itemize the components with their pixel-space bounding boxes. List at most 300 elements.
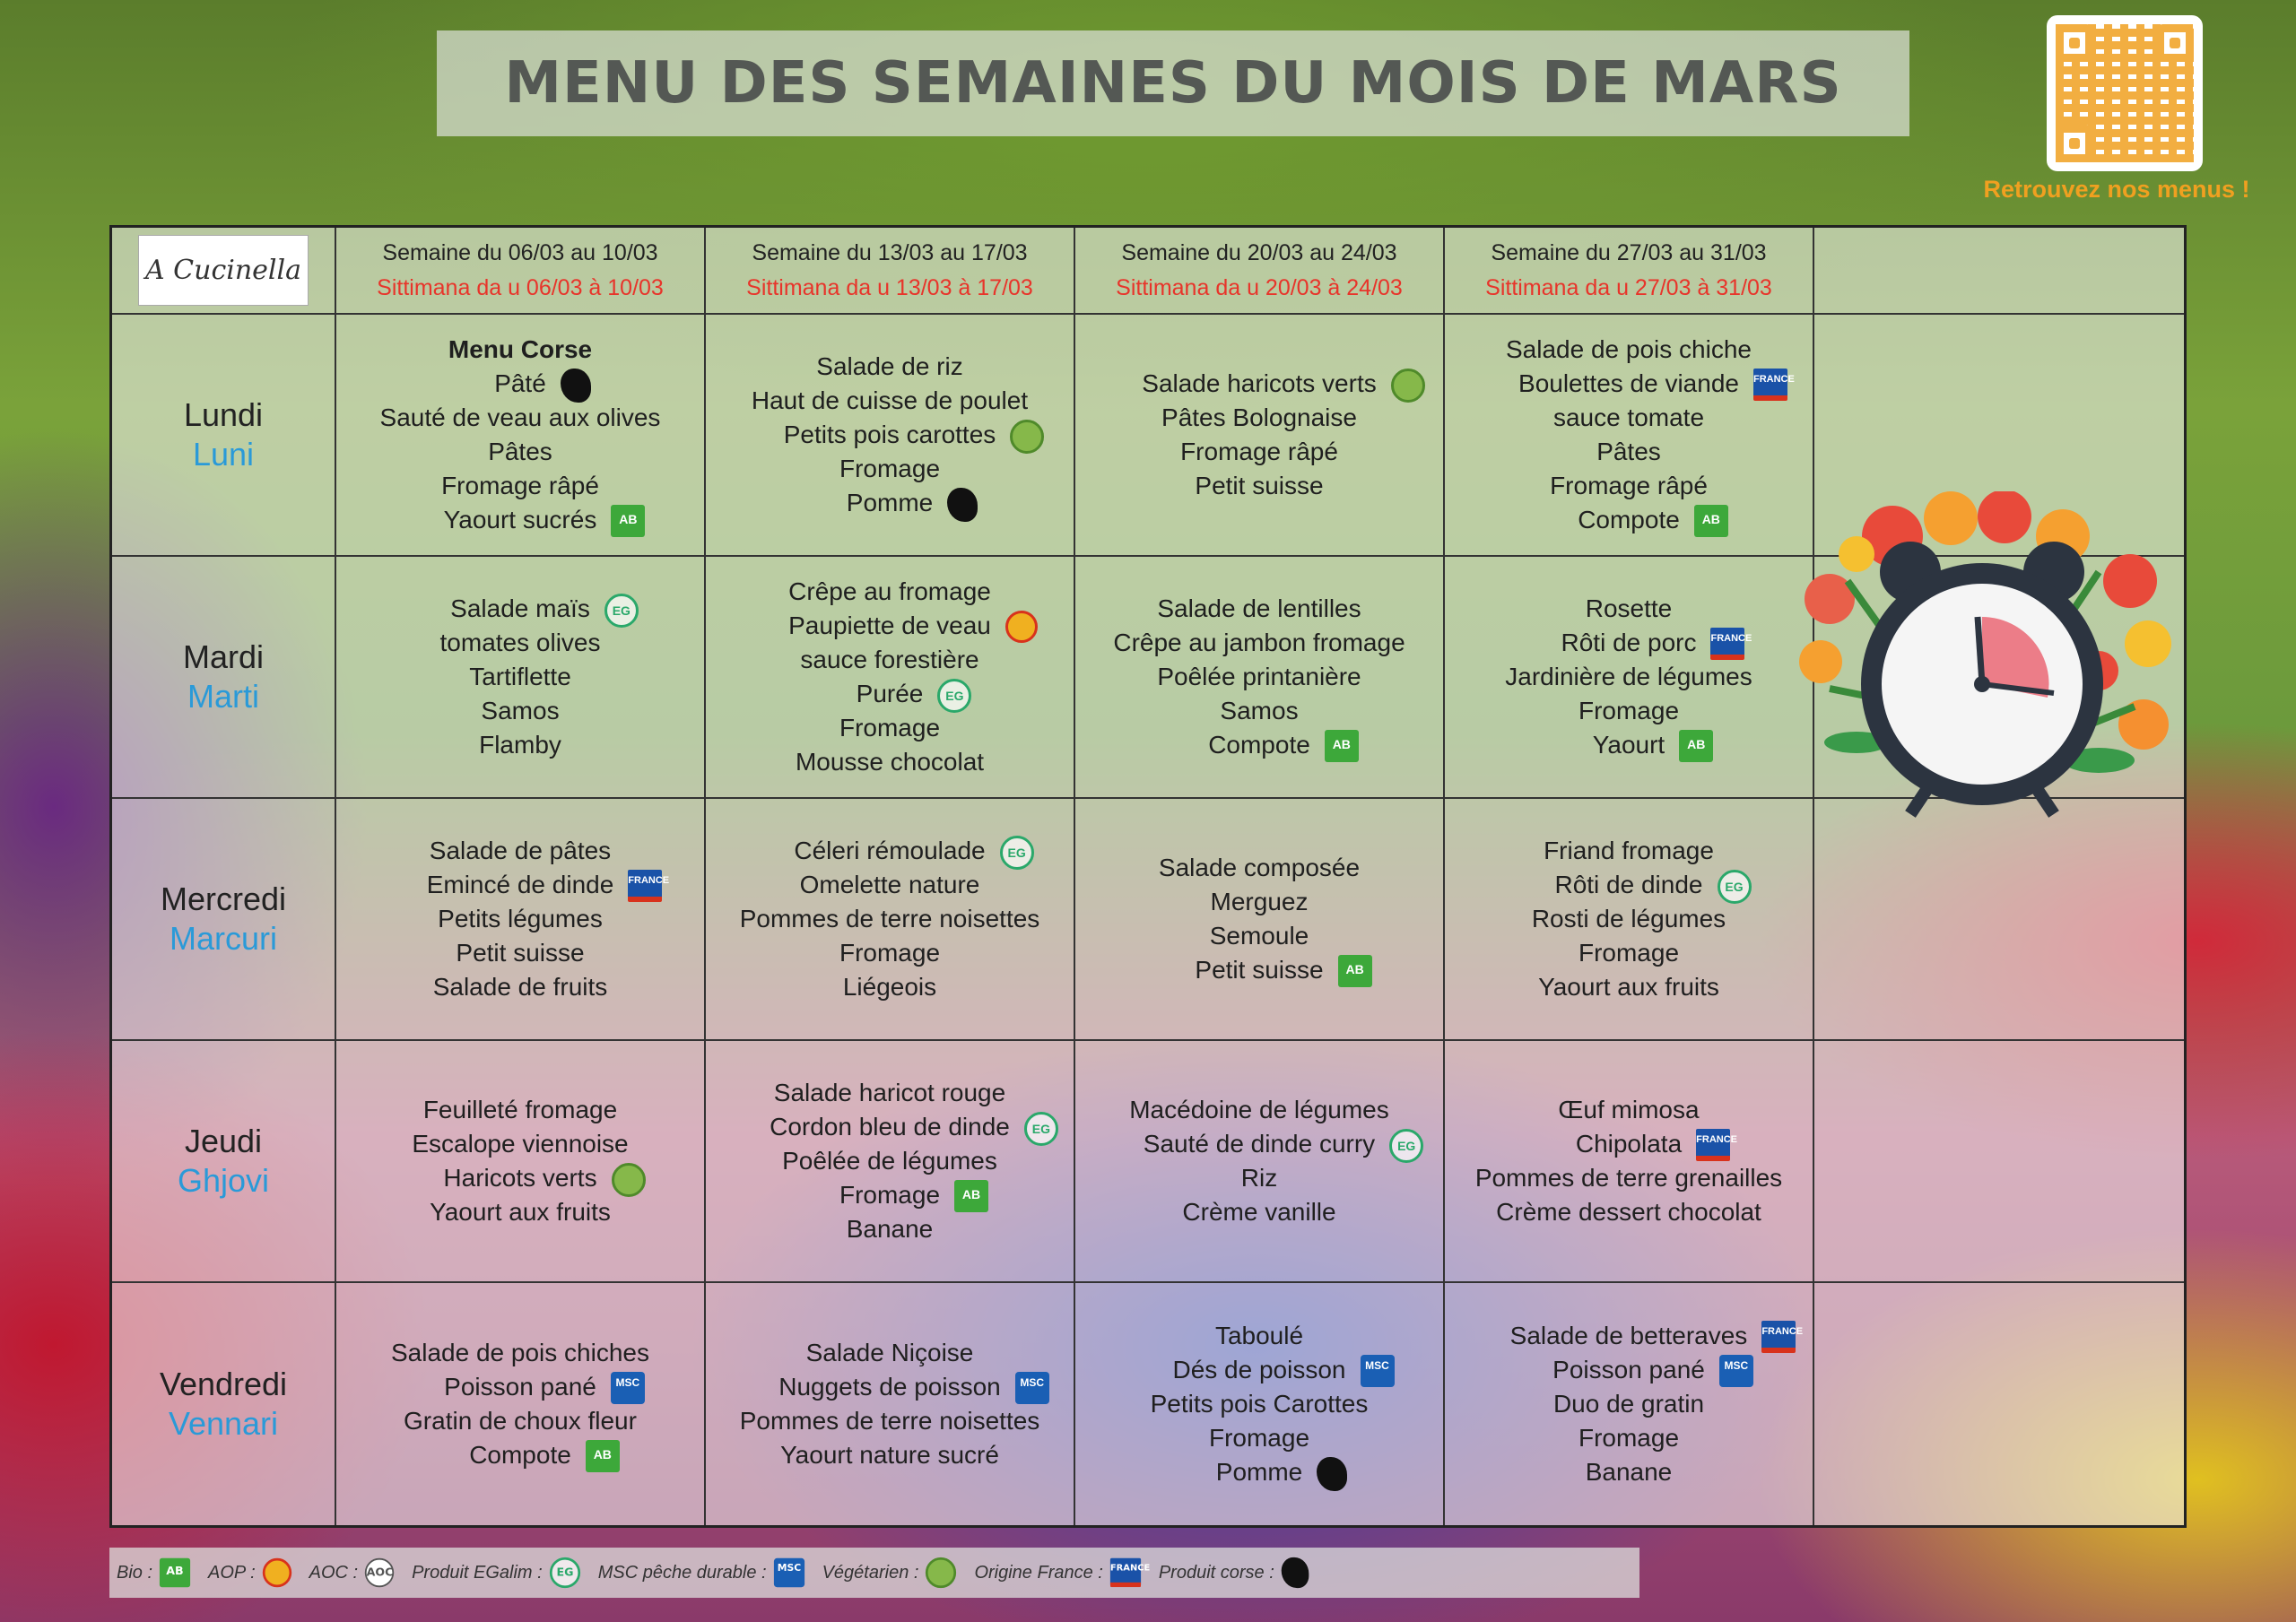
dish-item bbox=[1172, 1353, 1389, 1387]
dish-name: Pommes de terre noisettes bbox=[739, 1407, 1040, 1435]
alarm-clock-icon bbox=[1794, 491, 2179, 823]
dish-item bbox=[440, 626, 601, 660]
dish-item bbox=[1544, 834, 1714, 868]
legend-label: Produit EGalim : bbox=[412, 1562, 543, 1583]
dish-name: Salade de lentilles bbox=[1157, 594, 1361, 622]
dish-name: Pomme bbox=[846, 489, 934, 516]
dish-item bbox=[433, 970, 608, 1004]
dish-item bbox=[1553, 1387, 1704, 1421]
menu-cell bbox=[1445, 1283, 1814, 1525]
corsica-map-icon bbox=[947, 488, 978, 522]
dish-item bbox=[1550, 469, 1708, 503]
day-name-fr: Lundi bbox=[183, 396, 264, 433]
dish-item bbox=[1554, 868, 1744, 902]
dish-item bbox=[1195, 469, 1323, 503]
dish-item bbox=[488, 435, 552, 469]
qr-code[interactable] bbox=[2047, 15, 2203, 171]
dish-name: Poisson pané bbox=[1552, 1356, 1705, 1383]
dish-name: Crème vanille bbox=[1182, 1198, 1336, 1226]
legend-label: Origine France : bbox=[974, 1562, 1103, 1583]
week-label-fr: Semaine du 20/03 au 24/03 bbox=[1121, 239, 1397, 265]
bio-label-icon: AB bbox=[954, 1180, 988, 1212]
corsica-map-icon bbox=[561, 369, 591, 403]
dish-item bbox=[1505, 660, 1752, 694]
dish-name: Pâté bbox=[494, 369, 546, 397]
dish-name: Salade composée bbox=[1158, 854, 1361, 881]
dish-name: Haut de cuisse de poulet bbox=[751, 386, 1029, 414]
dish-item bbox=[1578, 503, 1720, 537]
dish-name: Jardinière de légumes bbox=[1505, 663, 1752, 690]
dish-item bbox=[1113, 626, 1405, 660]
dish-item bbox=[479, 728, 561, 762]
bio-label-icon: AB bbox=[1325, 730, 1359, 762]
dish-item bbox=[430, 834, 611, 868]
egalim-label-icon: EG bbox=[1718, 870, 1752, 904]
menu-cell bbox=[706, 315, 1075, 557]
empty-cell bbox=[1814, 799, 2184, 1041]
logo-cell bbox=[112, 228, 336, 315]
dish-item bbox=[1211, 885, 1309, 919]
msc-label-icon: MSC bbox=[773, 1558, 804, 1587]
dish-name: Salade de pâtes bbox=[429, 837, 612, 864]
qr-corner-icon bbox=[2056, 24, 2093, 62]
dish-name: Rôti de porc bbox=[1561, 629, 1697, 656]
dish-item bbox=[839, 711, 940, 745]
dish-item bbox=[423, 1093, 617, 1127]
origine-france-icon: FRANCE bbox=[628, 870, 662, 902]
dish-name: Salade Niçoise bbox=[805, 1339, 974, 1366]
qr-corner-icon bbox=[2156, 24, 2194, 62]
menu-cell bbox=[706, 799, 1075, 1041]
week-header bbox=[1445, 228, 1814, 315]
dish-name: Poêlée de légumes bbox=[782, 1147, 997, 1175]
menu-cell bbox=[1075, 1283, 1445, 1525]
dish-name: Macédoine de légumes bbox=[1129, 1096, 1389, 1123]
dish-item bbox=[782, 1144, 997, 1178]
week-label-corse: Sittimana da u 06/03 à 10/03 bbox=[377, 274, 664, 300]
dish-item bbox=[1553, 401, 1704, 435]
bio-label-icon: AB bbox=[1694, 505, 1728, 537]
dish-name: Compote bbox=[469, 1441, 571, 1469]
dish-item bbox=[843, 970, 936, 1004]
dish-name: Banane bbox=[1585, 1458, 1673, 1486]
egalim-label-icon: EG bbox=[1000, 836, 1034, 870]
day-name-fr: Vendredi bbox=[159, 1366, 288, 1402]
menu-table bbox=[109, 225, 2187, 1528]
dish-item bbox=[1518, 367, 1795, 401]
dish-item bbox=[444, 1370, 640, 1404]
dish-item bbox=[816, 350, 962, 384]
dish-name: Petit suisse bbox=[456, 939, 585, 967]
dish-name: sauce tomate bbox=[1552, 403, 1705, 431]
dish-name: Dés de poisson bbox=[1172, 1356, 1346, 1383]
origine-france-icon: FRANCE bbox=[1753, 369, 1787, 401]
dish-item bbox=[1538, 970, 1719, 1004]
bio-label-icon: AB bbox=[160, 1558, 190, 1587]
dish-name: Fromage râpé bbox=[1180, 438, 1338, 465]
day-label-cell bbox=[112, 1283, 336, 1525]
dish-name: Salade haricot rouge bbox=[773, 1079, 1006, 1106]
dish-name: Petits pois carottes bbox=[783, 421, 996, 448]
msc-label-icon: MSC bbox=[611, 1372, 645, 1404]
qr-pattern bbox=[2056, 24, 2194, 162]
dish-name: Fromage râpé bbox=[441, 472, 599, 499]
msc-label-icon: MSC bbox=[1719, 1355, 1753, 1387]
dish-name: Pommes de terre noisettes bbox=[739, 905, 1040, 932]
week-label-corse: Sittimana da u 20/03 à 24/03 bbox=[1116, 274, 1403, 300]
menu-cell bbox=[706, 1283, 1075, 1525]
egalim-label-icon: EG bbox=[550, 1557, 580, 1588]
corsica-map-icon bbox=[1281, 1557, 1309, 1588]
day-label-cell bbox=[112, 1041, 336, 1283]
dish-item bbox=[839, 452, 940, 486]
dish-name: Taboulé bbox=[1214, 1322, 1304, 1349]
day-name-corse: Luni bbox=[192, 436, 255, 473]
legend-label: MSC pêche durable : bbox=[597, 1562, 767, 1583]
dish-name: Fromage bbox=[839, 939, 941, 967]
dish-name: Salade de pois chiche bbox=[1506, 335, 1752, 363]
dish-name: Fromage bbox=[1578, 1424, 1680, 1452]
week-label-corse: Sittimana da u 13/03 à 17/03 bbox=[746, 274, 1033, 300]
dish-name: Salade de betteraves bbox=[1509, 1322, 1748, 1349]
menu-cell bbox=[706, 557, 1075, 799]
dish-item bbox=[784, 418, 996, 452]
dish-item bbox=[1216, 1455, 1302, 1489]
dish-item bbox=[438, 902, 603, 936]
bio-label-icon: AB bbox=[586, 1440, 620, 1472]
dish-name: Pommes de terre grenailles bbox=[1474, 1164, 1783, 1192]
dish-item bbox=[1596, 435, 1661, 469]
dish-name: Crêpe au jambon fromage bbox=[1113, 629, 1405, 656]
dish-item bbox=[788, 575, 991, 609]
dish-item bbox=[1532, 902, 1726, 936]
menu-cell bbox=[336, 799, 706, 1041]
menu-cell bbox=[1075, 799, 1445, 1041]
menu-cell bbox=[336, 1283, 706, 1525]
origine-france-icon: FRANCE bbox=[1696, 1129, 1730, 1161]
dish-name: sauce forestière bbox=[800, 646, 979, 673]
dish-item bbox=[1142, 367, 1376, 401]
egalim-label-icon: EG bbox=[937, 679, 971, 713]
dish-item bbox=[1241, 1161, 1277, 1195]
dish-item bbox=[1561, 626, 1752, 660]
dish-name: Rôti de dinde bbox=[1554, 871, 1703, 898]
dish-name: Fromage bbox=[1208, 1424, 1310, 1452]
week-label-fr: Semaine du 27/03 au 31/03 bbox=[1491, 239, 1767, 265]
dish-item bbox=[1161, 401, 1357, 435]
dish-item bbox=[774, 1076, 1005, 1110]
legend-item bbox=[309, 1557, 396, 1589]
legend-label: Végétarien : bbox=[822, 1562, 919, 1583]
egalim-label-icon: EG bbox=[604, 594, 639, 628]
dish-name: Crème dessert chocolat bbox=[1496, 1198, 1761, 1226]
dish-name: Nuggets de poisson bbox=[778, 1373, 1001, 1401]
day-name-fr: Jeudi bbox=[184, 1123, 263, 1159]
dish-name: Pomme bbox=[1215, 1458, 1303, 1486]
dish-name: Purée bbox=[856, 680, 924, 707]
dish-item bbox=[847, 1212, 934, 1246]
empty-cell bbox=[1814, 1041, 2184, 1283]
dish-item bbox=[481, 694, 559, 728]
dish-item bbox=[1157, 660, 1361, 694]
dish-item bbox=[1496, 1195, 1761, 1229]
dish-item bbox=[441, 469, 599, 503]
dish-name: Chipolata bbox=[1575, 1130, 1683, 1158]
origine-france-icon: FRANCE bbox=[1761, 1321, 1796, 1353]
dish-name: Yaourt nature sucré bbox=[780, 1441, 999, 1469]
dish-name: Friand fromage bbox=[1544, 837, 1714, 864]
dish-item bbox=[796, 745, 984, 779]
day-name-corse: Ghjovi bbox=[177, 1162, 270, 1199]
dish-name: Rosette bbox=[1585, 594, 1673, 622]
bio-label-icon: AB bbox=[611, 505, 645, 537]
day-label-cell bbox=[112, 315, 336, 557]
legend-label: AOC : bbox=[309, 1562, 359, 1583]
menu-cell bbox=[1445, 315, 1814, 557]
dish-item bbox=[443, 1161, 596, 1195]
dish-name: Samos bbox=[1220, 697, 1299, 724]
menu-cell bbox=[1445, 1041, 1814, 1283]
dish-item bbox=[780, 1438, 999, 1472]
week-label-fr: Semaine du 13/03 au 17/03 bbox=[752, 239, 1028, 265]
dish-name: Cordon bleu de dinde bbox=[770, 1113, 1010, 1141]
empty-cell bbox=[1814, 1283, 2184, 1525]
qr-tagline: Retrouvez nos menus ! bbox=[1983, 176, 2250, 203]
msc-label-icon: MSC bbox=[1015, 1372, 1049, 1404]
dish-name: Escalope viennoise bbox=[412, 1130, 629, 1158]
dish-name: Œuf mimosa bbox=[1558, 1096, 1700, 1123]
clock bbox=[1861, 542, 2103, 814]
dish-item bbox=[1157, 592, 1361, 626]
dish-item bbox=[778, 1370, 1045, 1404]
dish-item bbox=[430, 1195, 611, 1229]
dish-item bbox=[1586, 592, 1673, 626]
dish-item bbox=[1575, 1127, 1737, 1161]
menu-cell bbox=[336, 1041, 706, 1283]
day-label-cell bbox=[112, 557, 336, 799]
dish-name: Flamby bbox=[479, 731, 561, 759]
aop-label-icon bbox=[1005, 611, 1038, 643]
dish-name: Fromage bbox=[839, 714, 941, 742]
vegetarian-icon bbox=[1391, 369, 1425, 403]
dish-name: Yaourt sucrés bbox=[443, 506, 597, 533]
legend-item bbox=[412, 1556, 582, 1590]
week-header bbox=[706, 228, 1075, 315]
legend-item bbox=[1159, 1556, 1310, 1590]
dish-name: Poisson pané bbox=[444, 1373, 596, 1401]
dish-item bbox=[800, 643, 978, 677]
dish-name: Salade haricots verts bbox=[1142, 369, 1377, 397]
dish-item bbox=[1558, 1093, 1699, 1127]
dish-name: Fromage bbox=[839, 455, 941, 482]
dish-item bbox=[1182, 1195, 1335, 1229]
dish-name: Fromage bbox=[1578, 697, 1680, 724]
dish-item bbox=[1159, 851, 1360, 885]
dish-name: Emincé de dinde bbox=[426, 871, 614, 898]
day-name-corse: Marti bbox=[187, 678, 259, 715]
egalim-label-icon: EG bbox=[1024, 1112, 1058, 1146]
dish-item bbox=[456, 936, 584, 970]
dish-name: Pâtes bbox=[488, 438, 552, 465]
dish-item bbox=[794, 834, 1026, 868]
qr-corner-icon bbox=[2056, 125, 2093, 162]
dish-name: Feuilleté fromage bbox=[422, 1096, 618, 1123]
origine-france-icon: FRANCE bbox=[1710, 628, 1744, 660]
dish-name: Riz bbox=[1240, 1164, 1278, 1192]
dish-item bbox=[752, 384, 1028, 418]
dish-name: Salade de riz bbox=[816, 352, 963, 380]
bio-label-icon: AB bbox=[1679, 730, 1713, 762]
dish-item bbox=[1143, 1127, 1416, 1161]
dish-item bbox=[847, 486, 933, 520]
empty-header-cell bbox=[1814, 228, 2184, 315]
dish-name: Gratin de choux fleur bbox=[404, 1407, 637, 1435]
dish-item bbox=[1586, 1455, 1673, 1489]
legend-item bbox=[598, 1557, 806, 1589]
dish-name: Yaourt aux fruits bbox=[430, 1198, 611, 1226]
dish-item bbox=[770, 1110, 1050, 1144]
dish-item bbox=[856, 677, 964, 711]
dish-item bbox=[494, 367, 546, 401]
corsica-map-icon bbox=[1317, 1457, 1347, 1491]
day-name-fr: Mercredi bbox=[160, 880, 287, 917]
dish-item bbox=[469, 660, 571, 694]
dish-name: Petits légumes bbox=[438, 905, 603, 932]
menu-cell bbox=[706, 1041, 1075, 1283]
dish-item bbox=[740, 902, 1040, 936]
menu-cell bbox=[336, 557, 706, 799]
egalim-label-icon: EG bbox=[1389, 1129, 1423, 1163]
dish-name: Liégeois bbox=[842, 973, 937, 1001]
dish-item bbox=[1578, 936, 1679, 970]
menu-cell bbox=[1075, 557, 1445, 799]
day-name-fr: Mardi bbox=[182, 638, 265, 675]
dish-name: Céleri rémoulade bbox=[794, 837, 986, 864]
dish-name: Mousse chocolat bbox=[795, 748, 985, 776]
dish-name: Sauté de dinde curry bbox=[1143, 1130, 1376, 1158]
dish-item bbox=[469, 1438, 612, 1472]
dish-name: Haricots verts bbox=[443, 1164, 597, 1192]
dish-name: Menu Corse bbox=[448, 335, 593, 363]
dish-item bbox=[448, 333, 592, 367]
day-name-corse: Marcuri bbox=[169, 920, 277, 957]
legend-label: Produit corse : bbox=[1158, 1562, 1274, 1583]
msc-label-icon: MSC bbox=[1361, 1355, 1395, 1387]
dish-name: Rosti de légumes bbox=[1531, 905, 1726, 932]
dish-name: Petit suisse bbox=[1195, 956, 1324, 984]
dish-name: Yaourt aux fruits bbox=[1538, 973, 1719, 1001]
origine-france-icon: FRANCE bbox=[1110, 1558, 1141, 1587]
dish-name: Semoule bbox=[1209, 922, 1309, 950]
dish-name: Fromage bbox=[1578, 939, 1680, 967]
week-label-corse: Sittimana da u 27/03 à 31/03 bbox=[1485, 274, 1772, 300]
dish-name: Tartiflette bbox=[469, 663, 571, 690]
dish-item bbox=[1506, 333, 1752, 367]
legend-item bbox=[117, 1557, 192, 1589]
dish-name: Poêlée printanière bbox=[1157, 663, 1361, 690]
legend-item bbox=[208, 1557, 293, 1589]
menu-cell bbox=[336, 315, 706, 557]
dish-name: Crêpe au fromage bbox=[788, 577, 991, 605]
dish-item bbox=[1180, 435, 1338, 469]
dish-name: Sauté de veau aux olives bbox=[379, 403, 661, 431]
week-label-fr: Semaine du 06/03 au 10/03 bbox=[382, 239, 658, 265]
vegetarian-icon bbox=[1010, 420, 1044, 454]
dish-name: Boulettes de viande bbox=[1518, 369, 1739, 397]
legend-label: AOP : bbox=[208, 1562, 256, 1583]
dish-item bbox=[1215, 1319, 1303, 1353]
day-name-corse: Vennari bbox=[168, 1405, 279, 1442]
dish-name: Pâtes bbox=[1596, 438, 1661, 465]
dish-name: Salade de pois chiches bbox=[391, 1339, 649, 1366]
dish-item bbox=[740, 1404, 1040, 1438]
legend-item bbox=[974, 1557, 1151, 1589]
dish-item bbox=[412, 1127, 628, 1161]
dish-name: Merguez bbox=[1210, 888, 1309, 915]
dish-item bbox=[1151, 1387, 1369, 1421]
dish-name: Salade de fruits bbox=[432, 973, 608, 1001]
dish-name: Compote bbox=[1578, 506, 1680, 533]
dish-item bbox=[391, 1336, 649, 1370]
dish-item bbox=[1578, 1421, 1679, 1455]
dish-name: Omelette nature bbox=[799, 871, 980, 898]
dish-item bbox=[800, 868, 980, 902]
dish-name: Yaourt bbox=[1592, 731, 1665, 759]
dish-name: Samos bbox=[481, 697, 560, 724]
dish-name: Duo de gratin bbox=[1552, 1390, 1705, 1418]
logo bbox=[138, 235, 309, 306]
dish-item bbox=[806, 1336, 974, 1370]
dish-item bbox=[788, 609, 991, 643]
dish-name: Compote bbox=[1208, 731, 1310, 759]
page-title: MENU DES SEMAINES DU MOIS DE MARS bbox=[504, 50, 1842, 117]
dish-item bbox=[1129, 1093, 1389, 1127]
menu-cell bbox=[1445, 799, 1814, 1041]
dish-name: tomates olives bbox=[439, 629, 601, 656]
dish-name: Fromage bbox=[839, 1181, 941, 1209]
dish-name: Pâtes Bolognaise bbox=[1161, 403, 1357, 431]
vegetarian-icon bbox=[612, 1163, 646, 1197]
dish-item bbox=[404, 1404, 637, 1438]
dish-name: Fromage râpé bbox=[1550, 472, 1708, 499]
dish-item bbox=[1509, 1319, 1804, 1353]
aop-label-icon bbox=[262, 1558, 291, 1587]
dish-item bbox=[443, 503, 638, 537]
dish-item bbox=[1552, 1353, 1749, 1387]
week-header bbox=[1075, 228, 1445, 315]
dish-name: Petit suisse bbox=[1195, 472, 1324, 499]
dish-name: Petits pois Carottes bbox=[1150, 1390, 1369, 1418]
dish-item bbox=[1578, 694, 1679, 728]
day-label-cell bbox=[112, 799, 336, 1041]
menu-cell bbox=[1445, 557, 1814, 799]
dish-item bbox=[839, 936, 940, 970]
dish-item bbox=[1475, 1161, 1782, 1195]
dish-item bbox=[380, 401, 661, 435]
dish-name: Salade maïs bbox=[450, 594, 590, 622]
dish-item bbox=[1220, 694, 1298, 728]
week-header bbox=[336, 228, 706, 315]
menu-cell bbox=[1075, 1041, 1445, 1283]
dish-item bbox=[839, 1178, 981, 1212]
dish-item bbox=[1209, 1421, 1309, 1455]
dish-item bbox=[426, 868, 670, 902]
dish-item bbox=[1592, 728, 1706, 762]
dish-item bbox=[1195, 953, 1364, 987]
dish-item bbox=[450, 592, 631, 626]
dish-item bbox=[1210, 919, 1309, 953]
bio-label-icon: AB bbox=[1338, 955, 1372, 987]
